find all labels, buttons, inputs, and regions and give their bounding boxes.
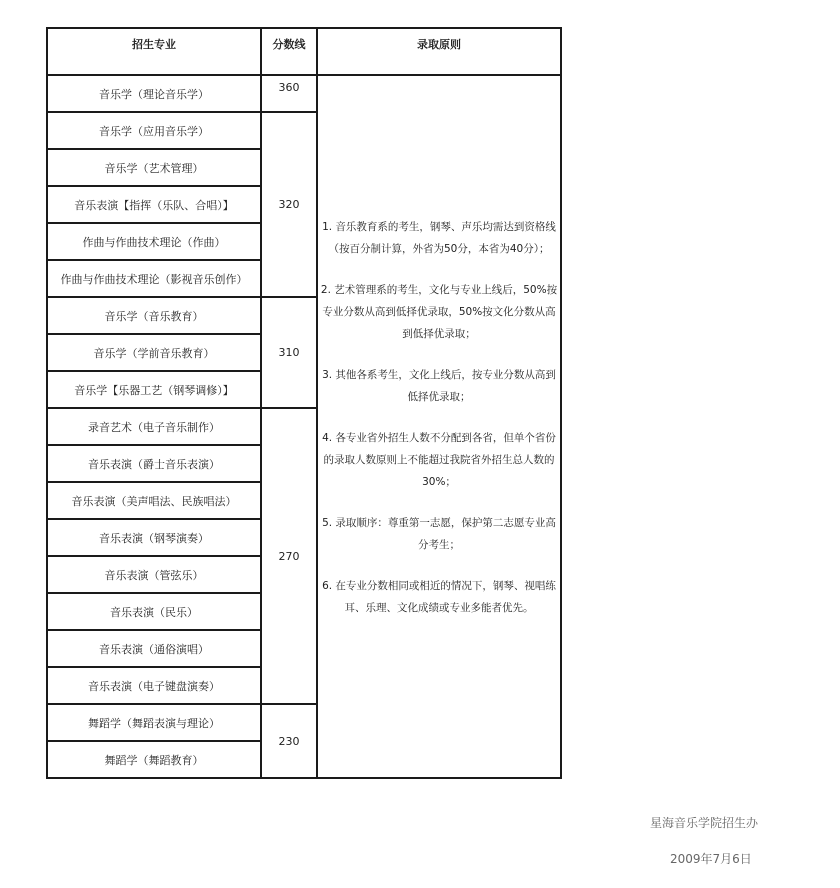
major-cell: 音乐表演（钢琴演奏）: [47, 519, 261, 556]
major-cell: 音乐学（应用音乐学）: [47, 112, 261, 149]
rule-item: 6. 在专业分数相同或相近的情况下，钢琴、视唱练耳、乐理、文化成绩或专业多能者优先。: [322, 579, 556, 614]
score-cell: 310: [261, 297, 317, 408]
major-cell: 音乐学（理论音乐学）: [47, 75, 261, 112]
major-cell: 音乐学（音乐教育）: [47, 297, 261, 334]
rule-item: 1. 音乐教育系的考生，钢琴、声乐均需达到资格线（按百分制计算，外省为50分，本省为40分）；: [322, 220, 556, 255]
major-cell: 音乐表演【指挥（乐队、合唱）】: [47, 186, 261, 223]
major-cell: 音乐表演（爵士音乐表演）: [47, 445, 261, 482]
rule-item: 3. 其他各系考生，文化上线后，按专业分数从高到低择优录取；: [322, 368, 556, 403]
major-cell: 音乐表演（通俗演唱）: [47, 630, 261, 667]
major-cell: 音乐学（艺术管理）: [47, 149, 261, 186]
score-cell: 360: [261, 75, 317, 112]
admissions-table: [46, 27, 562, 779]
major-cell: 音乐表演（民乐）: [47, 593, 261, 630]
major-cell: 音乐学（学前音乐教育）: [47, 334, 261, 371]
major-cell: 录音艺术（电子音乐制作）: [47, 408, 261, 445]
score-cell: 230: [261, 704, 317, 778]
footer-date: 2009年7月6日: [670, 852, 752, 866]
header-row: [47, 28, 561, 75]
major-cell: 音乐表演（电子键盘演奏）: [47, 667, 261, 704]
score-cell: 270: [261, 408, 317, 704]
major-cell: 音乐学【乐器工艺（钢琴调修）】: [47, 371, 261, 408]
major-cell: 作曲与作曲技术理论（影视音乐创作）: [47, 260, 261, 297]
header-score: 分数线: [261, 28, 317, 75]
major-cell: 舞蹈学（舞蹈教育）: [47, 741, 261, 778]
major-cell: 作曲与作曲技术理论（作曲）: [47, 223, 261, 260]
rule-item: 4. 各专业省外招生人数不分配到各省，但单个省份的录取人数原则上不能超过我院省外招生总人数的30%；: [322, 431, 556, 488]
major-cell: 音乐表演（美声唱法、民族唱法）: [47, 482, 261, 519]
score-cell: 320: [261, 112, 317, 297]
header-rules: 录取原则: [317, 28, 561, 75]
rule-item: 2. 艺术管理系的考生，文化与专业上线后，50%按专业分数从高到低择优录取，50%按文化分数从高到低择优录取；: [320, 283, 558, 340]
major-cell: 舞蹈学（舞蹈表演与理论）: [47, 704, 261, 741]
rule-item: 5. 录取顺序：尊重第一志愿，保护第二志愿专业高分考生；: [322, 516, 556, 551]
header-major: 招生专业: [47, 28, 261, 75]
footer-organization: 星海音乐学院招生办: [650, 816, 759, 830]
major-cell: 音乐表演（管弦乐）: [47, 556, 261, 593]
table-row: [47, 75, 561, 112]
rules-cell: [317, 75, 561, 778]
